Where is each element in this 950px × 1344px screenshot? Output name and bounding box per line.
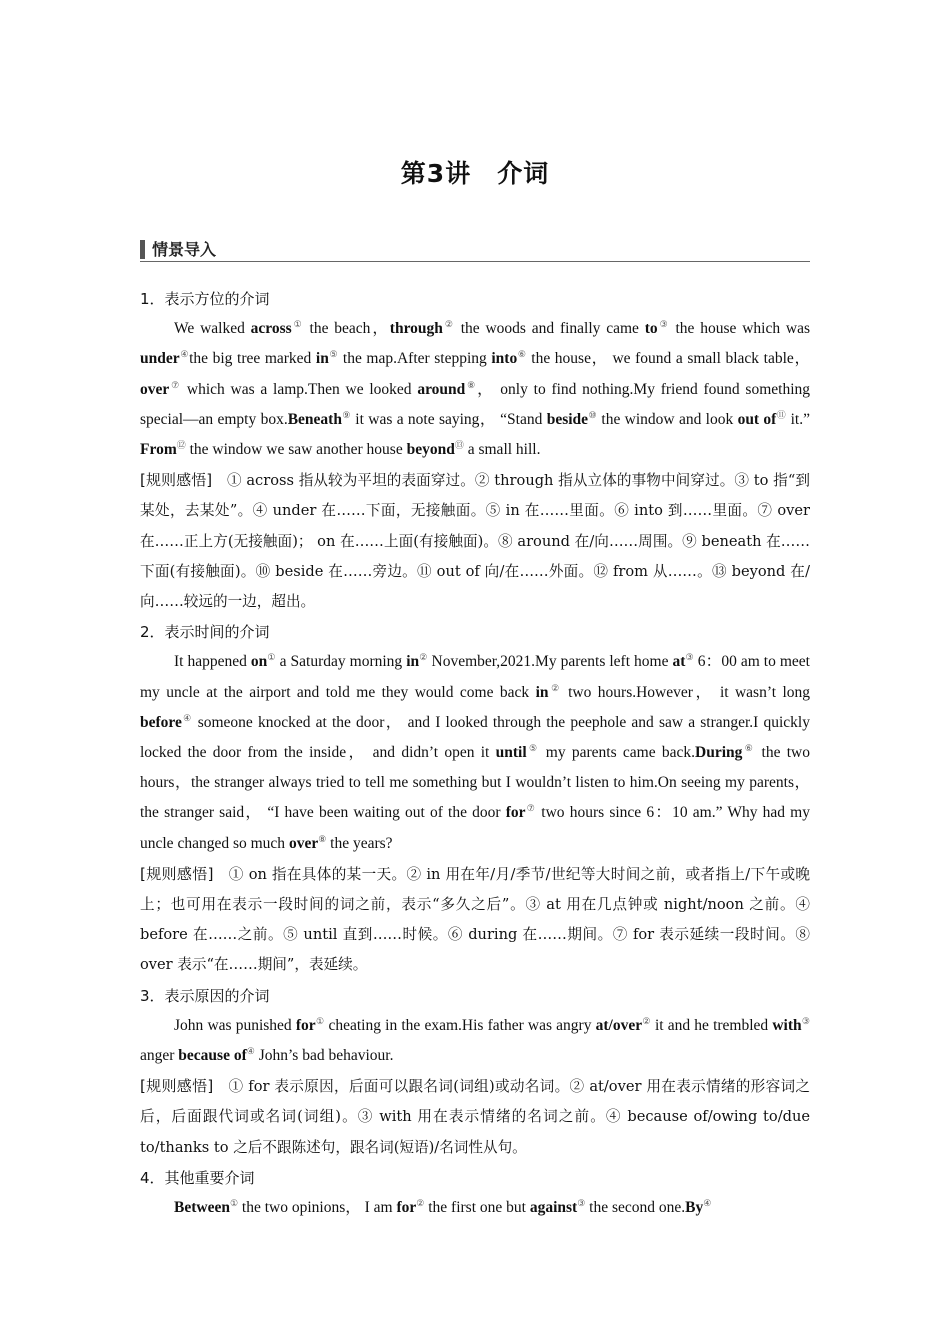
keyword-marker: ③: [657, 319, 670, 330]
section-3: [140, 981, 810, 1163]
keyword-marker: ①: [267, 652, 276, 663]
passage-text: it was a note saying， “Stand: [350, 410, 547, 428]
keyword: beyond: [406, 441, 455, 459]
passage-text: the two hours，the stranger always tried to tell me something but I wouldn’t listen to him.On seeing my parents， the stranger said， “I have been waiting out of the door: [140, 744, 810, 822]
passage-text: the window and look: [597, 410, 738, 428]
keyword-marker: ②: [642, 1015, 651, 1026]
keyword: around: [417, 380, 466, 398]
passage-text: We walked: [174, 320, 251, 338]
rule-tag: [规则感悟]: [140, 1077, 214, 1096]
keyword: with: [772, 1016, 802, 1034]
keyword-marker: ⑬: [454, 440, 464, 451]
keyword-marker: ④: [179, 349, 190, 360]
passage: [140, 647, 810, 858]
keyword-marker: ①: [291, 319, 304, 330]
keyword: until: [495, 744, 527, 762]
rule-note: [140, 465, 810, 617]
keyword: By: [685, 1199, 704, 1217]
keyword: out of: [737, 410, 777, 428]
keyword-marker: ①: [229, 1198, 239, 1209]
keyword: in: [535, 683, 549, 701]
section-2: [140, 617, 810, 980]
passage-text: ， only to find nothing.My friend found something special—an empty box.: [140, 380, 811, 428]
section-heading: 4．其他重要介词: [140, 1168, 255, 1187]
passage-text: the beach，: [303, 320, 390, 338]
passage-text: two hours since 6：10 am.” Why had my uncle changed so much: [140, 804, 810, 852]
keyword: Beneath: [287, 410, 342, 428]
passage-text: the house which was: [669, 320, 811, 338]
passage-text: the window we saw another house: [185, 441, 407, 459]
keyword: through: [389, 320, 443, 338]
section-header: [140, 236, 810, 262]
keyword: into: [491, 350, 518, 368]
passage-text: it and he trembled: [650, 1016, 773, 1034]
keyword-marker: ⑫: [176, 440, 186, 451]
keyword: across: [250, 320, 292, 338]
passage-text: John was punished: [174, 1016, 296, 1034]
passage-text: cheating in the exam.His father was angry: [324, 1016, 596, 1034]
keyword: for: [505, 804, 526, 822]
passage-text: a Saturday morning: [275, 653, 407, 671]
section-label: 情景导入: [152, 240, 217, 259]
rule-note: [140, 859, 810, 981]
keyword-marker: ③: [801, 1015, 810, 1026]
keyword-marker: ⑨: [341, 409, 351, 420]
passage-text: 6：00 am to meet my uncle at the airport and told me they would come back: [140, 653, 810, 701]
keyword: over: [288, 834, 319, 852]
keyword-marker: ⑦: [169, 379, 182, 390]
keyword: under: [140, 350, 180, 368]
passage-text: someone knocked at the door， and I looked through the peephole and saw a stranger.I quickly locked the door from the inside， and didn’t open it: [140, 713, 810, 762]
keyword: over: [140, 380, 170, 398]
section-heading: 2．表示时间的介词: [140, 623, 270, 642]
page-title: 第3讲 介词: [400, 159, 550, 188]
keyword-marker: ②: [442, 319, 455, 330]
content: [140, 284, 810, 1223]
rule-text: ① on 指在具体的某一天。② in 用在年/月/季节/世纪等大时间之前，或者指上/下午或晚上；也可用在表示一段时间的词之前，表示“多久之后”。③ at 用在几点钟或 night/noon 之前。④ before 在……之前。⑤ until 直到……时候。⑥ during 在……期间。⑦ for 表示延续一段时间。⑧ over 表示“在……期间”，表延续。: [140, 865, 810, 974]
keyword: before: [140, 713, 182, 731]
rule-tag: [规则感悟]: [140, 471, 213, 490]
keyword: Between: [174, 1199, 230, 1217]
section-1: [140, 284, 810, 617]
keyword: During: [695, 744, 743, 762]
keyword: in: [315, 350, 329, 368]
passage: [140, 1193, 810, 1223]
keyword-marker: ⑥: [517, 349, 527, 360]
keyword: on: [250, 653, 268, 671]
keyword-marker: ③: [577, 1198, 586, 1209]
passage-text: it.”: [786, 410, 810, 428]
section-heading: 1．表示方位的介词: [140, 290, 270, 308]
keyword-marker: ②: [548, 682, 562, 693]
passage-text: It happened: [174, 653, 251, 671]
keyword: at/over: [595, 1016, 643, 1034]
passage-text: John’s bad behaviour.: [254, 1047, 394, 1065]
keyword-marker: ⑤: [328, 349, 339, 360]
keyword-marker: ③: [685, 652, 694, 663]
keyword-marker: ②: [419, 652, 428, 663]
keyword: against: [529, 1199, 578, 1217]
rule-tag: [规则感悟]: [140, 864, 214, 883]
passage: [140, 1011, 810, 1071]
keyword: for: [295, 1016, 316, 1034]
rule-text: ① across 指从较为平坦的表面穿过。② through 指从立体的事物中间穿过。③ to 指“到某处，去某处”。④ under 在……下面，无接触面。⑤ in 在……里面。⑥ into 到……里面。⑦ over 在……正上方(无接触面)； on 在……上面(有接触面)。⑧ around 在/向……周围。⑨ beneath 在……下面(有接触面)。⑩ beside 在……旁边。⑪ out of 向/在……外面。⑫ from 从……。⑬ beyond 在/向……较远的一边，超出。: [140, 472, 810, 611]
section-4: [140, 1163, 810, 1223]
keyword: because of: [178, 1047, 247, 1065]
keyword: in: [406, 653, 420, 671]
passage-text: anger: [140, 1047, 179, 1065]
rule-text: ① for 表示原因，后面可以跟名词(词组)或动名词。② at/over 用在表示情绪的形容词之后，后面跟代词或名词(词组)。③ with 用在表示情绪的名词之前。④ because of/owing to/due to/thanks to 之后不跟陈述句，跟名词(短语)/名词性从句。: [140, 1078, 810, 1156]
section-heading: 3．表示原因的介词: [140, 986, 270, 1005]
section-bar-icon: [140, 240, 145, 259]
keyword-marker: ②: [416, 1198, 425, 1209]
keyword: beside: [546, 410, 589, 428]
passage: [140, 314, 810, 465]
keyword: From: [140, 441, 177, 459]
keyword-marker: ⑤: [526, 743, 540, 754]
keyword: for: [396, 1199, 417, 1217]
passage-text: the map.After stepping: [338, 350, 492, 368]
passage-text: the woods and finally came: [454, 320, 645, 338]
passage-text: the big tree marked: [189, 350, 316, 368]
passage-text: my parents came back.: [539, 744, 696, 762]
passage-text: which was a lamp.Then we looked: [181, 380, 418, 398]
keyword-marker: ⑩: [588, 409, 598, 420]
keyword-marker: ④: [246, 1046, 255, 1057]
keyword-marker: ①: [315, 1015, 325, 1026]
passage-text: the second one.: [585, 1199, 686, 1217]
passage-text: November,2021.My parents left home: [427, 653, 673, 671]
keyword: at: [672, 653, 686, 671]
passage-text: two hours.However， it wasn’t long: [561, 683, 811, 701]
keyword-marker: ⑧: [318, 833, 327, 844]
keyword-marker: ⑦: [525, 803, 537, 814]
keyword-marker: ④: [703, 1198, 712, 1209]
keyword-marker: ④: [181, 712, 193, 723]
passage-text: the house， we found a small black table，: [526, 350, 810, 368]
keyword-marker: ⑪: [776, 409, 787, 420]
keyword-marker: ⑧: [465, 379, 478, 390]
passage-text: a small hill.: [463, 441, 541, 459]
passage-text: the years?: [326, 834, 393, 852]
rule-note: [140, 1071, 810, 1163]
keyword: to: [644, 320, 658, 338]
keyword-marker: ⑥: [742, 743, 756, 754]
passage-text: the first one but: [424, 1199, 530, 1217]
passage-text: the two opinions， I am: [238, 1199, 397, 1217]
